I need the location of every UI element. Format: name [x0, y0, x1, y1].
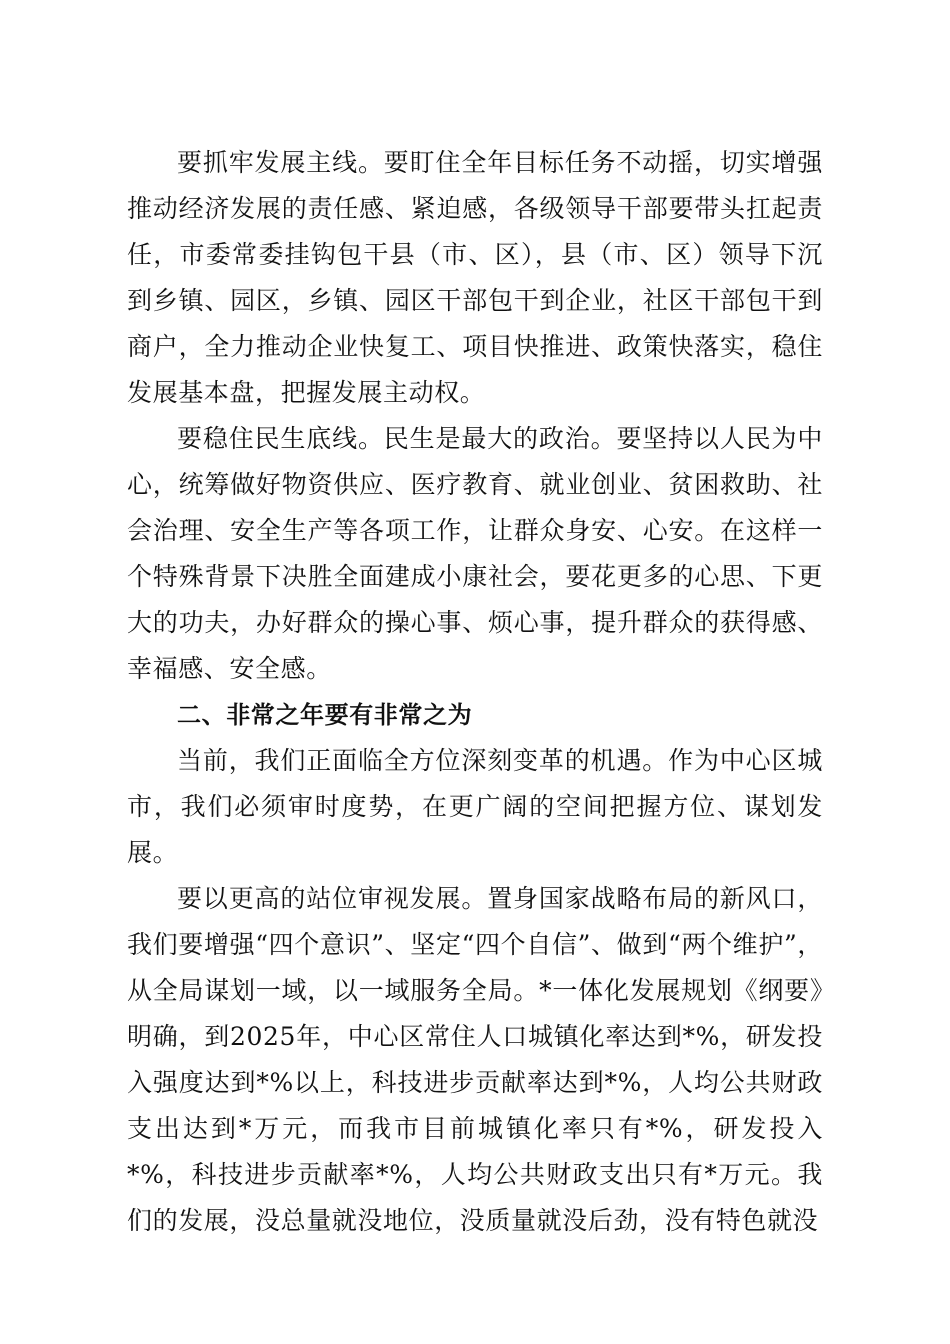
paragraph-current-opportunity: 当前，我们正面临全方位深刻变革的机遇。作为中心区城市，我们必须审时度势，在更广阔的空间把握方位、谋划发展。 [127, 746, 823, 867]
paragraph-development-mainline: 要抓牢发展主线。要盯住全年目标任务不动摇，切实增强推动经济发展的责任感、紧迫感，各级领导干部要带头扛起责任，市委常委挂钩包干县（市、区），县（市、区）领导下沉到乡镇、园区，乡镇、园区干部包干到企业，社区干部包干到商户，全力推动企业快复工、项目快推进、政策快落实，稳住发展基本盘，把握发展主动权。 [127, 148, 823, 407]
document-body [127, 140, 823, 1244]
paragraph-higher-standpoint: 要以更高的站位审视发展。置身国家战略布局的新风口，我们要增强“四个意识”、坚定“四个自信”、做到“两个维护”，从全局谋划一域，以一域服务全局。*一体化发展规划《纲要》明确，到2025年，中心区常住人口城镇化率达到*%，研发投入强度达到*%以上，科技进步贡献率达到*%，人均公共财政支出达到*万元，而我市目前城镇化率只有*%，研发投入*%，科技进步贡献率*%，人均公共财政支出只有*万元。我们的发展，没总量就没地位，没质量就没后劲，没有特色就没 [127, 884, 823, 1235]
section-heading: 二、非常之年要有非常之为 [177, 701, 473, 729]
paragraph-livelihood-bottomline: 要稳住民生底线。民生是最大的政治。要坚持以人民为中心，统筹做好物资供应、医疗教育、就业创业、贫困救助、社会治理、安全生产等各项工作，让群众身安、心安。在这样一个特殊背景下决胜全面建成小康社会，要花更多的心思、下更大的功夫，办好群众的操心事、烦心事，提升群众的获得感、幸福感、安全感。 [127, 424, 823, 683]
